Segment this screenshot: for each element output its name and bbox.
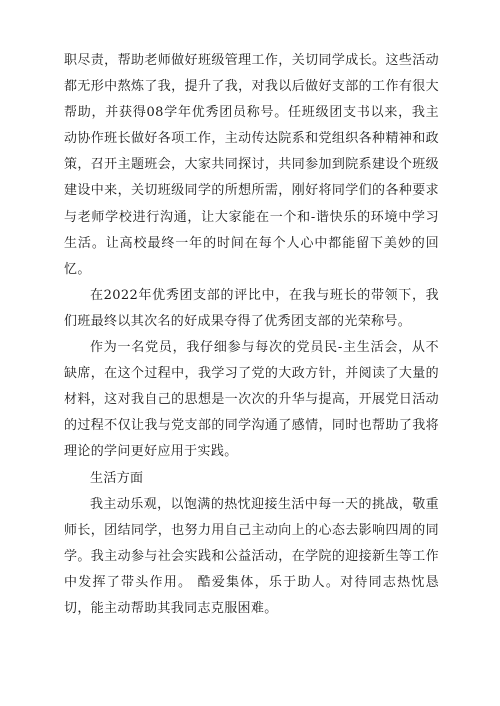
paragraph-continued: 职尽责，帮助老师做好班级管理工作，关切同学成长。这些活动都无形中熬炼了我，提升了我，对我以后做好支部的工作有很大帮助，并获得08学年优秀团员称号。任班级团支书以来，我主动协作班长做好各项工作，主动传达院系和党组织各种精神和政策，召开主题班会，大家共同探讨，共同参加到院系建设个班级建设中来，关切班级同学的所想所需，刚好将同学们的各种要求与老师学校进行沟通，让大家能在一个和-谐快乐的环境中学习生活。让高校最终一年的时间在每个人心中都能留下美妙的回忆。 [64,53,439,277]
paragraph-party-member: 作为一名党员，我仔细参与每次的党员民-主生活会，从不缺席，在这个过程中，我学习了党的大政方针，并阅读了大量的材料，这对我自己的思想是一次次的升华与提高，开展党日活动的过程不仅让我与党支部的同学沟通了感情，同时也帮助了我将理论的学问更好应用于实践。 [64,340,439,460]
section-heading-life: 生活方面 [90,470,144,486]
body-text [64,48,439,622]
paragraph-team-award: 在2022年优秀团支部的评比中，在我与班长的带领下，我们班最终以其次名的好成果夺得了优秀团支部的光荣称号。 [64,287,439,329]
paragraph-life: 我主动乐观，以饱满的热忱迎接生活中每一天的挑战，敬重师长，团结同学，也努力用自己主动向上的心态去影响四周的同学。我主动参与社会实践和公益活动，在学院的迎接新生等工作中发挥了带头作用。 酷爱集体，乐于助人。对待同志热忱恳切，能主动帮助其我同志克服困难。 [64,496,439,616]
